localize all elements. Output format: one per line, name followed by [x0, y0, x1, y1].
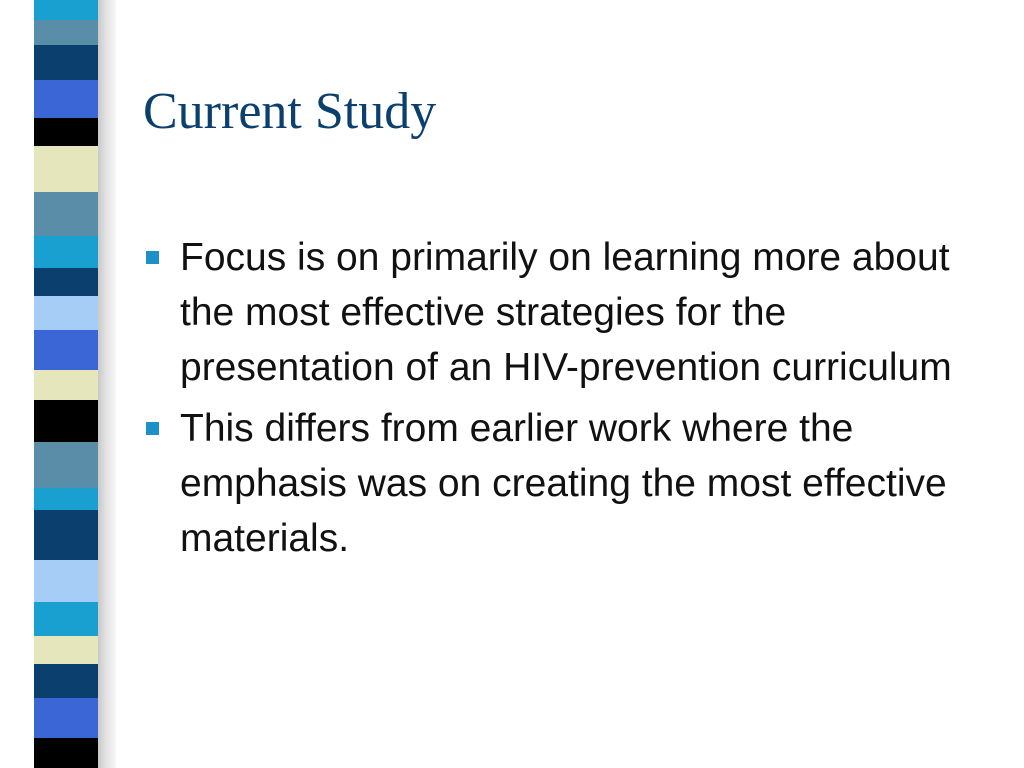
stripe-band: [34, 602, 98, 636]
decorative-stripe-bar: [34, 0, 98, 768]
stripe-band: [34, 20, 98, 45]
stripe-band: [34, 236, 98, 268]
stripe-band: [34, 330, 98, 370]
stripe-shadow: [98, 0, 116, 768]
bullet-text: This differs from earlier work where the emphasis was on creating the most effective materials.: [180, 407, 947, 560]
stripe-band: [34, 80, 98, 118]
bullet-item: [143, 230, 983, 395]
stripe-band: [34, 118, 98, 146]
stripe-band: [34, 146, 98, 192]
stripe-band: [34, 510, 98, 560]
bullet-list: [143, 230, 983, 572]
stripe-band: [34, 370, 98, 400]
stripe-band: [34, 698, 98, 738]
stripe-band: [34, 636, 98, 664]
stripe-band: [34, 738, 98, 768]
square-bullet-icon: [146, 422, 159, 435]
stripe-band: [34, 400, 98, 442]
stripe-band: [34, 664, 98, 698]
stripe-band: [34, 296, 98, 330]
stripe-band: [34, 45, 98, 80]
slide-title: Current Study: [143, 83, 437, 140]
stripe-band: [34, 442, 98, 488]
stripe-band: [34, 268, 98, 296]
stripe-band: [34, 488, 98, 510]
stripe-band: [34, 560, 98, 602]
bullet-item: [143, 401, 983, 566]
stripe-band: [34, 192, 98, 236]
square-bullet-icon: [146, 251, 159, 264]
stripe-band: [34, 0, 98, 20]
bullet-text: Focus is on primarily on learning more about the most effective strategies for the presentation of an HIV-prevention curriculum: [180, 236, 952, 389]
